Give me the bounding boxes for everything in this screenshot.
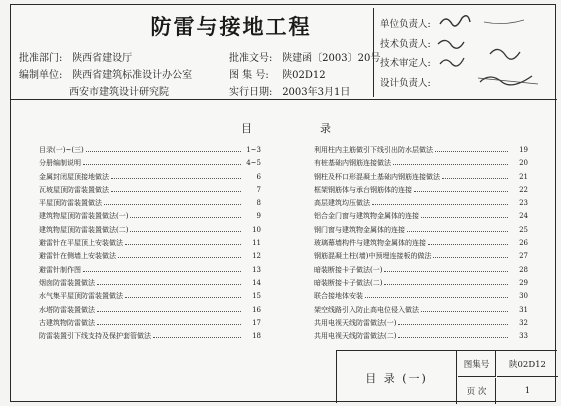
toc-leader-dots: [97, 308, 241, 312]
toc-leader-dots: [365, 294, 508, 298]
editing-unit-2: [69, 83, 169, 98]
toc-entry-title: 分册编制说明: [39, 159, 81, 168]
toc-entry-title: 烟囱防雷装置做法: [39, 278, 95, 287]
contents-right-column: [314, 145, 528, 344]
toc-leader-dots: [111, 188, 241, 192]
approval-no-value: 陕建函〔2003〕20号: [282, 53, 381, 64]
footer-title: 目 录 (一): [337, 351, 457, 404]
toc-entry: [39, 331, 261, 344]
contents-heading-char-2: 录: [320, 122, 331, 135]
toc-leader-dots: [125, 241, 241, 245]
toc-entry: [39, 172, 261, 185]
toc-entry: [314, 265, 528, 278]
toc-entry-page: 22: [519, 185, 528, 194]
toc-entry: [314, 185, 528, 198]
footer-page-value: 1: [524, 386, 531, 396]
effective-date-label: 实行日期:: [229, 87, 273, 98]
toc-leader-dots: [153, 334, 241, 338]
footer-title-block: [336, 350, 557, 403]
editing-unit: [19, 66, 192, 81]
toc-entry-title: 架空线路引入防止高电位侵入做法: [314, 305, 419, 314]
atlas-no: [229, 66, 326, 81]
toc-entry: [39, 158, 261, 171]
signature-block: [373, 8, 555, 97]
toc-entry-page: 6: [256, 172, 261, 181]
toc-entry: [39, 238, 261, 251]
toc-entry-page: 19: [519, 146, 528, 154]
toc-leader-dots: [442, 175, 508, 179]
toc-leader-dots: [433, 254, 508, 258]
contents-left-column: [39, 145, 261, 344]
toc-entry-page: 26: [519, 239, 528, 248]
toc-entry-title: 利用柱内主筋做引下线引出防水层做法: [314, 146, 433, 154]
toc-entry: [314, 198, 528, 211]
approving-dept: [19, 49, 132, 64]
toc-entry-title: 共用电视天线防雷做法(一): [314, 318, 397, 327]
editing-unit-value-1: 陕西省建筑标准设计办公室: [72, 70, 193, 81]
handwritten-signatures: [434, 8, 554, 97]
toc-entry-title: 框架钢筋体与承台钢筋体的连接: [314, 185, 412, 194]
toc-entry-title: 钢柱及杯口形混凝土基础内钢筋连接做法: [314, 172, 440, 181]
toc-leader-dots: [111, 175, 241, 179]
footer-atlas-value: 陕02D12: [497, 351, 558, 377]
design-head-label: 设计负责人:: [380, 78, 431, 89]
toc-entry: [314, 158, 528, 171]
toc-entry: [39, 225, 261, 238]
toc-leader-dots: [407, 228, 508, 232]
toc-leader-dots: [118, 254, 241, 258]
toc-entry: [314, 145, 528, 158]
toc-entry: [314, 238, 528, 251]
toc-entry: [314, 318, 528, 331]
toc-leader-dots: [130, 228, 241, 232]
toc-entry-title: 暗装断接卡子做法(一): [314, 265, 383, 274]
effective-date-value: 2003年3月1日: [282, 87, 351, 98]
toc-entry-page: 10: [252, 225, 261, 234]
footer-atlas-label: 图集号: [458, 351, 496, 377]
toc-entry: [39, 185, 261, 198]
drawing-sheet: [10, 4, 556, 402]
toc-entry: [314, 331, 528, 344]
toc-entry: [314, 211, 528, 224]
approving-dept-label: 批准部门:: [19, 53, 63, 64]
toc-leader-dots: [421, 214, 508, 218]
toc-entry-page: 13: [252, 265, 261, 274]
approving-dept-value: 陕西省建设厅: [72, 53, 133, 64]
toc-leader-dots: [421, 308, 508, 312]
toc-entry-page: 32: [519, 318, 528, 327]
tech-head-label: 技术负责人:: [380, 39, 431, 50]
editing-unit-value-2: 西安市建筑设计研究院: [69, 87, 169, 98]
toc-entry: [314, 172, 528, 185]
toc-entry-page: 17: [252, 318, 261, 327]
contents-heading: [241, 120, 331, 136]
toc-entry-page: 14: [252, 278, 261, 287]
toc-entry: [39, 251, 261, 264]
toc-entry: [314, 291, 528, 304]
toc-entry: [39, 318, 261, 331]
toc-entry-page: 31: [519, 305, 528, 314]
tech-review-label: 技术审定人:: [380, 58, 431, 69]
toc-entry-page: 12: [252, 252, 261, 261]
toc-entry: [39, 305, 261, 318]
toc-leader-dots: [398, 334, 508, 338]
toc-entry-page: 29: [519, 278, 528, 287]
toc-entry-title: 避雷针在侧墙上安装做法: [39, 252, 116, 261]
toc-entry-page: 28: [519, 265, 528, 274]
toc-entry: [39, 265, 261, 278]
toc-leader-dots: [384, 268, 508, 272]
title-block: [11, 5, 557, 100]
toc-leader-dots: [125, 294, 241, 298]
toc-entry: [39, 291, 261, 304]
toc-entry: [314, 305, 528, 318]
toc-leader-dots: [104, 201, 241, 205]
toc-entry: [314, 278, 528, 291]
atlas-no-label: 图 集 号:: [229, 70, 269, 81]
toc-leader-dots: [398, 321, 508, 325]
toc-entry-title: 目录(一)~(三): [39, 146, 84, 154]
document-title: 防雷与接地工程: [150, 14, 312, 39]
toc-entry-page: 18: [252, 332, 261, 341]
toc-entry-title: 避雷针制作图: [39, 265, 81, 274]
toc-entry-title: 建筑物屋顶防雷装置做法(一): [39, 212, 129, 221]
toc-entry-page: 4~5: [246, 159, 261, 168]
toc-entry-page: 21: [519, 172, 528, 181]
footer-page-label: 页 次: [458, 378, 496, 404]
toc-entry-title: 铝合金门窗与建筑物金属体的连接: [314, 212, 419, 221]
atlas-no-value: 陕02D12: [282, 70, 326, 81]
toc-entry-title: 玻璃幕墙构件与建筑物金属体的连接: [314, 239, 426, 248]
toc-leader-dots: [435, 148, 508, 152]
effective-date: [229, 83, 350, 98]
toc-entry-title: 有桩基础内钢筋连接做法: [314, 159, 391, 168]
toc-entry-title: 共用电视天线防雷做法(二): [314, 332, 397, 341]
approval-no: [229, 49, 380, 64]
editing-unit-label: 编制单位:: [19, 70, 63, 81]
toc-entry-page: 11: [252, 239, 261, 248]
toc-entry-title: 水气集平屋顶防雷装置做法: [39, 292, 123, 301]
toc-entry-page: 25: [519, 225, 528, 234]
toc-entry: [39, 211, 261, 224]
toc-entry-title: 高层建筑均压做法: [314, 199, 370, 208]
toc-entry-page: 30: [519, 292, 528, 301]
toc-leader-dots: [83, 268, 241, 272]
toc-entry-page: 33: [519, 332, 528, 341]
contents-heading-char-1: 目: [241, 122, 252, 135]
toc-entry-title: 水塔防雷装置做法: [39, 305, 95, 314]
toc-entry-page: 8: [256, 199, 261, 208]
approval-no-label: 批准文号:: [229, 53, 273, 64]
toc-entry: [314, 225, 528, 238]
toc-leader-dots: [86, 148, 241, 152]
toc-entry-title: 金属封闭屋顶接地做法: [39, 172, 109, 181]
toc-leader-dots: [393, 161, 508, 165]
toc-leader-dots: [414, 188, 508, 192]
toc-leader-dots: [428, 241, 508, 245]
toc-entry-title: 钢筋混凝土柱(墙)中预埋连接板的做法: [314, 252, 432, 261]
toc-entry-page: 27: [519, 252, 528, 261]
toc-entry-title: 平屋顶防雷装置做法: [39, 199, 102, 208]
toc-entry-title: 暗装断接卡子做法(二): [314, 278, 383, 287]
toc-entry-title: 防雷装置引下线支持及保护套管做法: [39, 332, 151, 341]
toc-entry-page: 16: [252, 305, 261, 314]
toc-entry-page: 9: [256, 212, 261, 221]
toc-leader-dots: [130, 214, 241, 218]
toc-entry-page: 20: [519, 159, 528, 168]
toc-entry-page: 15: [252, 292, 261, 301]
toc-entry-title: 瓦坡屋顶防雷装置做法: [39, 185, 109, 194]
toc-entry-title: 建筑物屋顶防雷装置做法(二): [39, 225, 129, 234]
toc-entry: [39, 278, 261, 291]
toc-leader-dots: [97, 321, 241, 325]
toc-entry-title: 钢门窗与建筑物金属体的连接: [314, 225, 405, 234]
toc-entry: [39, 198, 261, 211]
toc-entry-page: 24: [519, 212, 528, 221]
toc-leader-dots: [372, 201, 508, 205]
toc-entry-title: 联合接地体安装: [314, 292, 363, 301]
toc-entry: [314, 251, 528, 264]
toc-entry-page: 1~3: [246, 146, 261, 154]
toc-entry-page: 7: [256, 185, 261, 194]
toc-leader-dots: [97, 281, 241, 285]
toc-entry: [39, 145, 261, 158]
toc-leader-dots: [83, 161, 241, 165]
toc-entry-page: 23: [519, 199, 528, 208]
toc-entry-title: 避雷针在平屋顶上安装做法: [39, 239, 123, 248]
toc-leader-dots: [384, 281, 508, 285]
unit-head-label: 单位负责人:: [380, 19, 431, 30]
toc-entry-title: 古建筑物防雷做法: [39, 318, 95, 327]
